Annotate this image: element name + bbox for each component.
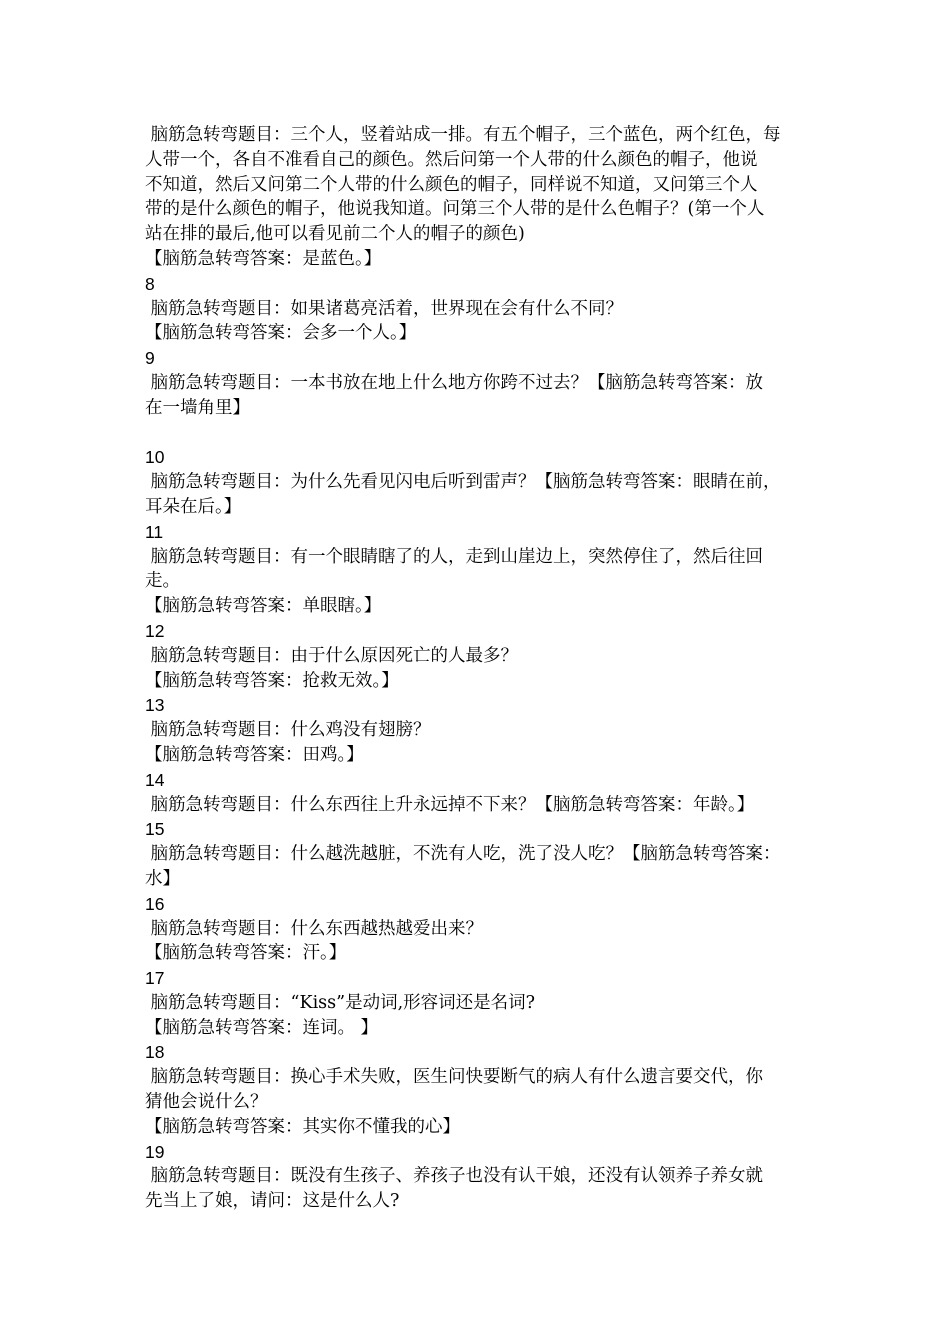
question-number: 9 xyxy=(145,348,155,369)
question-number: 16 xyxy=(145,893,165,914)
question-line: 脑筋急转弯题目：一本书放在地上什么地方你跨不过去？【脑筋急转弯答案：放 xyxy=(145,372,764,393)
question-number: 13 xyxy=(145,695,165,716)
blank-line xyxy=(145,421,817,446)
question-line: 脑筋急转弯题目：既没有生孩子、养孩子也没有认干娘，还没有认领养子养女就 xyxy=(145,1166,764,1187)
question-line: 脑筋急转弯题目：由于什么原因死亡的人最多？ xyxy=(145,645,519,666)
question-line: 脑筋急转弯题目：什么鸡没有翅膀？ xyxy=(145,720,431,741)
answer-line: 【脑筋急转弯答案：田鸡。】 xyxy=(145,744,364,765)
text-line: 站在排的最后,他可以看见前二个人的帽子的颜色) xyxy=(145,224,525,245)
text-line: 人带一个，各自不准看自己的颜色。然后问第一个人带的什么颜色的帽子，他说 xyxy=(145,149,758,170)
text-line: 耳朵在后。】 xyxy=(145,496,242,517)
text-line: 脑筋急转弯题目：三个人，竖着站成一排。有五个帽子，三个蓝色，两个红色，每 xyxy=(145,125,781,145)
question-number: 11 xyxy=(145,521,164,542)
question-number: 19 xyxy=(145,1141,165,1162)
document-body xyxy=(145,123,817,1214)
text-line: 猜他会说什么？ xyxy=(145,1092,268,1113)
text-line: 不知道，然后又问第二个人带的什么颜色的帽子，同样说不知道，又问第三个人 xyxy=(145,174,758,195)
question-line: 脑筋急转弯题目：什么越洗越脏，不洗有人吃，洗了没人吃？【脑筋急转弯答案： xyxy=(145,844,781,865)
text-line: 水】 xyxy=(145,868,180,889)
question-line: 脑筋急转弯题目：什么东西往上升永远掉不下来？【脑筋急转弯答案：年龄。】 xyxy=(145,794,755,815)
answer-line: 【脑筋急转弯答案：是蓝色。】 xyxy=(145,248,382,269)
answer-line: 【脑筋急转弯答案：单眼瞎。】 xyxy=(145,596,382,617)
answer-line: 【脑筋急转弯答案：汗。】 xyxy=(145,943,347,964)
question-number: 17 xyxy=(145,968,165,989)
question-line: 脑筋急转弯题目：有一个眼睛瞎了的人，走到山崖边上，突然停住了，然后往回 xyxy=(145,546,764,567)
question-line: 脑筋急转弯题目：“Kiss”是动词,形容词还是名词? xyxy=(145,992,536,1013)
question-number: 10 xyxy=(145,447,165,468)
answer-line: 【脑筋急转弯答案：其实你不懂我的心】 xyxy=(145,1116,460,1137)
answer-line: 【脑筋急转弯答案：连词。 】 xyxy=(145,1017,379,1038)
question-number: 15 xyxy=(145,819,165,840)
question-number: 8 xyxy=(145,273,155,294)
question-number: 18 xyxy=(145,1042,165,1063)
text-line: 走。 xyxy=(145,571,180,592)
text-line: 在一墙角里】 xyxy=(145,397,250,418)
question-line: 脑筋急转弯题目：什么东西越热越爱出来？ xyxy=(145,918,484,939)
question-number: 14 xyxy=(145,769,165,790)
question-line: 脑筋急转弯题目：为什么先看见闪电后听到雷声？【脑筋急转弯答案：眼睛在前， xyxy=(145,472,781,493)
question-line: 脑筋急转弯题目：换心手术失败，医生问快要断气的病人有什么遗言要交代，你 xyxy=(145,1067,764,1088)
text-line: 先当上了娘，请问：这是什么人? xyxy=(145,1191,400,1212)
answer-line: 【脑筋急转弯答案：抢救无效。】 xyxy=(145,670,399,691)
question-number: 12 xyxy=(145,620,165,641)
question-line: 脑筋急转弯题目：如果诸葛亮活着，世界现在会有什么不同？ xyxy=(145,298,624,319)
text-line: 带的是什么颜色的帽子，他说我知道。问第三个人带的是什么色帽子？(第一个人 xyxy=(145,199,765,220)
answer-line: 【脑筋急转弯答案：会多一个人。】 xyxy=(145,323,417,344)
